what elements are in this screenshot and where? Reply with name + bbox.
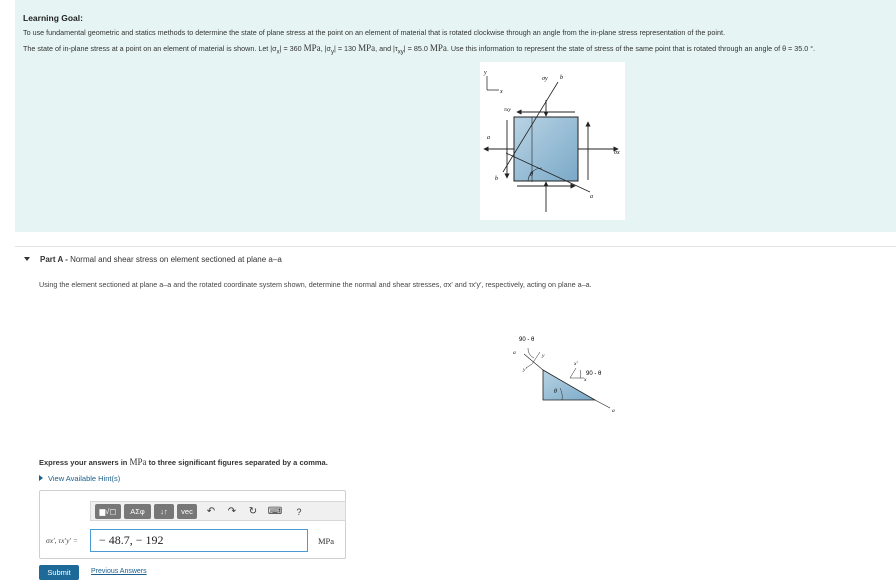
expand-arrow-icon bbox=[39, 475, 43, 481]
label-a-bottom: a bbox=[590, 194, 593, 200]
label-xprime: x′ bbox=[574, 361, 578, 367]
learning-goal-panel bbox=[15, 0, 896, 232]
answer-unit: MPa bbox=[318, 536, 335, 546]
label-a-bottom-small: a bbox=[612, 408, 615, 414]
label-tau-xy: τxy bbox=[504, 107, 511, 113]
undo-icon[interactable]: ↶ bbox=[206, 506, 216, 517]
xprime-axis-small bbox=[570, 368, 576, 378]
y-axis-small bbox=[532, 352, 540, 364]
part-a-question: Using the element sectioned at plane a–a and the rotated coordinate system shown, determine the normal and shear stresses, σx′ and τx′y′, respectively, acting on plane a–a. bbox=[39, 280, 592, 289]
templates-button[interactable]: ▆√▢ bbox=[95, 504, 121, 519]
learning-goal-title: Learning Goal: bbox=[23, 13, 83, 23]
plane-line-a bbox=[595, 400, 610, 408]
answer-instructions: Express your answers in MPa to three significant figures separated by a comma. bbox=[39, 457, 328, 467]
label-angle-top: 90 - θ bbox=[519, 337, 535, 343]
collapse-caret-icon[interactable] bbox=[24, 257, 30, 261]
label-x-small: x bbox=[584, 377, 587, 383]
label-sigma-x: σx bbox=[614, 150, 620, 156]
answer-box bbox=[39, 490, 346, 559]
reset-icon[interactable]: ↻ bbox=[248, 506, 258, 517]
greek-symbols-button[interactable]: ΑΣφ bbox=[124, 504, 151, 519]
learning-goal-description: To use fundamental geometric and statics methods to determine the state of plane stress at the point on an element of material that is rotated clockwise through an angle from the in-plane stress representation of the point. bbox=[23, 28, 725, 37]
redo-icon[interactable]: ↷ bbox=[227, 506, 237, 517]
previous-answers-link[interactable]: Previous Answers bbox=[91, 568, 147, 575]
label-theta: θ bbox=[530, 172, 533, 178]
label-sigma-y: σy bbox=[542, 76, 548, 82]
label-b-left: b bbox=[495, 176, 498, 182]
label-a-top: a bbox=[513, 350, 516, 356]
problem-statement: The state of in-plane stress at a point on an element of material is shown. Let $|\sigma_x| = 360$ MPa, $|\sigma_y| = 130$ MPa, and $|\tau_{xy}| = 85.0$ MPa. Use this information to represent the state of stress of the same point that is rotated through an angle of θ = 35.0 °. bbox=[23, 43, 816, 56]
yprime-axis-small bbox=[526, 364, 532, 368]
angle-arc-right bbox=[580, 370, 581, 378]
stress-element-figure bbox=[480, 62, 625, 220]
label-b-top: b bbox=[560, 75, 563, 81]
answer-input[interactable]: − 48.7, − 192 bbox=[90, 529, 308, 552]
label-yprime: y′ bbox=[523, 367, 527, 373]
sub-superscript-button[interactable]: ↓↑ bbox=[154, 504, 174, 519]
axis-label-x: x bbox=[500, 89, 503, 95]
help-icon[interactable]: ? bbox=[296, 506, 302, 517]
label-angle-right: 90 - θ bbox=[586, 371, 602, 377]
view-hints-link[interactable]: View Available Hint(s) bbox=[39, 474, 120, 483]
answer-label: σx′, τx′y′ = bbox=[46, 536, 78, 545]
submit-button[interactable]: Submit bbox=[39, 565, 79, 580]
vector-button[interactable]: vec bbox=[177, 504, 197, 519]
keyboard-icon[interactable]: ⌨ bbox=[267, 506, 283, 517]
label-a-left: a bbox=[487, 135, 490, 141]
label-y-small: y bbox=[542, 353, 545, 359]
axis-label-y: y bbox=[484, 70, 487, 76]
angle-arc-top bbox=[528, 348, 534, 358]
sectioned-element-figure bbox=[510, 330, 625, 415]
part-a-title[interactable]: Part A - Normal and shear stress on element sectioned at plane a–a bbox=[40, 255, 282, 264]
label-theta-small: θ bbox=[554, 389, 557, 395]
math-toolbar bbox=[90, 501, 346, 521]
